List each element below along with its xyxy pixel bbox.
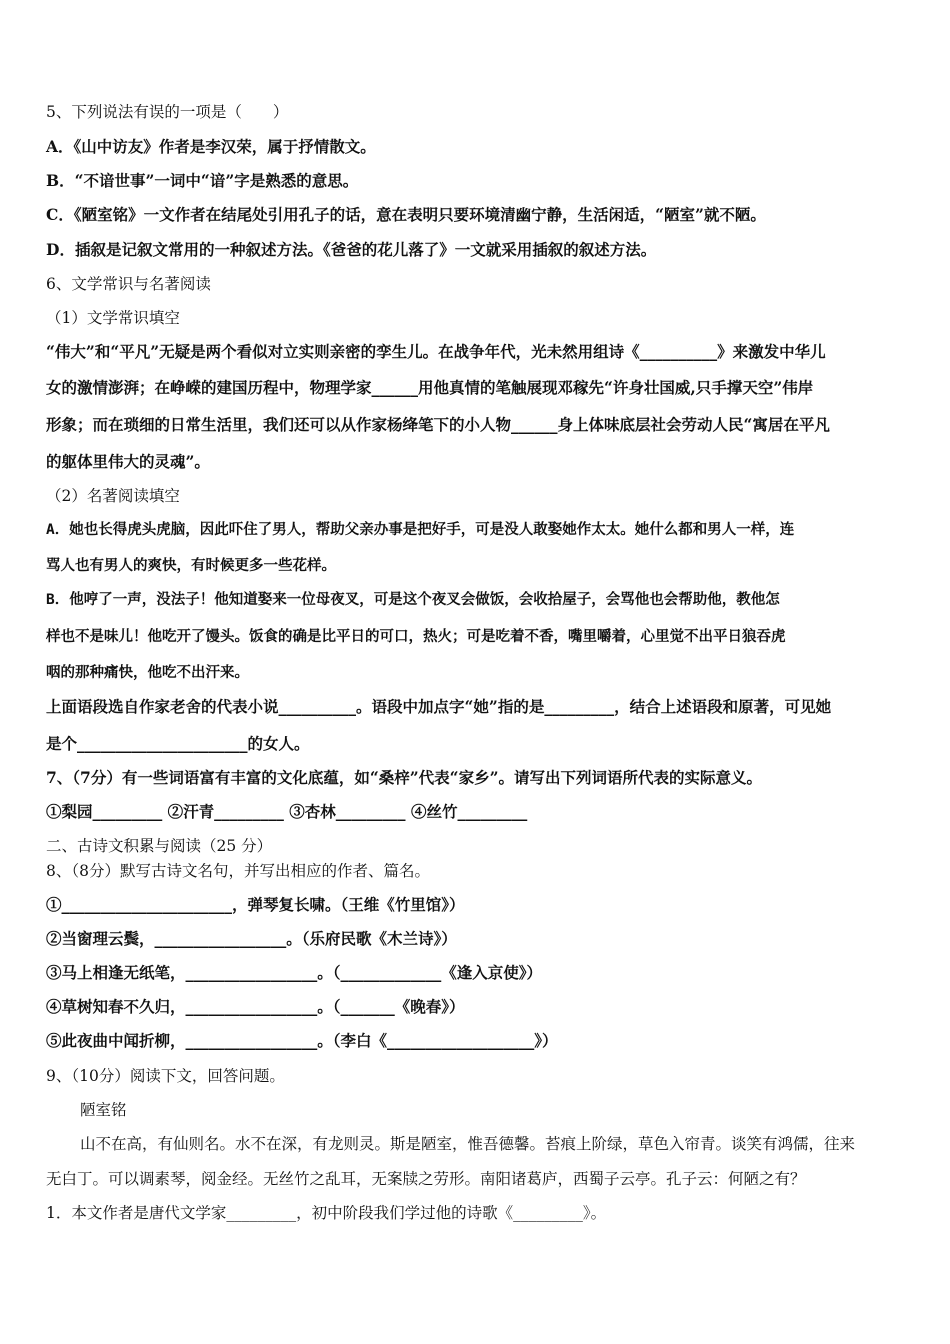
q6-part2-title: （2）名著阅读填空 <box>46 487 180 505</box>
q8-stem: 8、（8分）默写古诗文名句，并写出相应的作者、篇名。 <box>46 862 430 880</box>
q6-part2-line: 咽的那种痛快，他吃不出汗来。 <box>46 665 249 681</box>
q5-stem: 5、下列说法有误的一项是（ ） <box>46 103 289 121</box>
q8-line: ⑤此夜曲中闻折柳，_________________。（李白《___________________》） <box>46 1031 558 1050</box>
q6-part1-title: （1）文学常识填空 <box>46 309 180 327</box>
q6-part2-line: 上面语段选自作家老舍的代表小说__________。语段中加点字“她”指的是_________，结合上述语段和原著，可见她 <box>46 697 832 716</box>
q6-part2-line: 骂人也有男人的爽快，有时候更多一些花样。 <box>46 558 336 574</box>
q9-stem: 9、（10分）阅读下文，回答问题。 <box>46 1067 285 1085</box>
q6-stem: 6、文学常识与名著阅读 <box>46 275 211 293</box>
q7-stem: 7、（7分）有一些词语富有丰富的文化底蕴，如“桑梓”代表“家乡”。请写出下列词语所代表的实际意义。 <box>46 768 762 787</box>
q9-passage-line: 无白丁。可以调素琴，阅金经。无丝竹之乱耳，无案牍之劳形。南阳诸葛庐，西蜀子云亭。孔子云：何陋之有？ <box>46 1170 806 1188</box>
q6-part2-line: 是个______________________的女人。 <box>46 734 310 753</box>
q6-part1-line: 形象；而在琐细的日常生活里，我们还可以从作家杨绛笔下的小人物______身上体味底层社会劳动人民“寓居在平凡 <box>46 415 830 434</box>
q9-sub-question-1: 1．本文作者是唐代文学家_________，初中阶段我们学过他的诗歌《_________》。 <box>46 1204 607 1222</box>
section-2-heading: 二、古诗文积累与阅读（25 分） <box>46 837 273 855</box>
q9-passage-title: 陋室铭 <box>80 1101 127 1119</box>
q6-part1-line: 女的激情澎湃；在峥嵘的建国历程中，物理学家______用他真情的笔触展现邓稼先“许身壮国威,只手撑天空”伟岸 <box>46 378 814 397</box>
q8-line: ①______________________，弹琴复长啸。（王维《竹里馆》） <box>46 895 465 914</box>
q6-part1-line: 的躯体里伟大的灵魂”。 <box>46 452 210 471</box>
q8-line: ④草树知春不久归，_________________。（_______《晚春》） <box>46 997 465 1016</box>
q8-line: ②当窗理云鬓，_________________。（乐府民歌《木兰诗》） <box>46 929 457 948</box>
q5-option-d: D．插叙是记叙文常用的一种叙述方法。《爸爸的花儿落了》一文就采用插叙的叙述方法。 <box>46 240 657 259</box>
q6-part1-line: “伟大”和“平凡”无疑是两个看似对立实则亲密的孪生儿。在战争年代，光未然用组诗《__________》来激发中华儿 <box>46 342 826 361</box>
q8-line: ③马上相逢无纸笔，_________________。（_____________《逢入京使》） <box>46 963 543 982</box>
q6-part2-line: 样也不是味儿！他吃开了馒头。饭食的确是比平日的可口，热火；可是吃着不香，嘴里嚼着，心里觉不出平日狼吞虎 <box>46 629 786 645</box>
q9-passage-line: 山不在高，有仙则名。水不在深，有龙则灵。斯是陋室，惟吾德馨。苔痕上阶绿，草色入帘青。谈笑有鸿儒，往来 <box>80 1135 856 1153</box>
q5-option-b: B．“不谙世事”一词中“谙”字是熟悉的意思。 <box>46 171 359 190</box>
q7-items: ①梨园_________ ②汗青_________ ③杏林_________ ④丝竹_________ <box>46 802 528 821</box>
q5-option-a: A．《山中访友》作者是李汉荣，属于抒情散文。 <box>46 137 376 156</box>
q5-option-c: C．《陋室铭》一文作者在结尾处引用孔子的话，意在表明只要环境清幽宁静，生活闲适，“陋室”就不陋。 <box>46 205 766 224</box>
q6-part2-line: B．他哼了一声，没法子！他知道娶来一位母夜叉，可是这个夜叉会做饭，会收拾屋子，会骂他也会帮助他，教他怎 <box>46 592 780 608</box>
q6-part2-line: A．她也长得虎头虎脑，因此吓住了男人，帮助父亲办事是把好手，可是没人敢娶她作太太。她什么都和男人一样，连 <box>46 522 795 538</box>
